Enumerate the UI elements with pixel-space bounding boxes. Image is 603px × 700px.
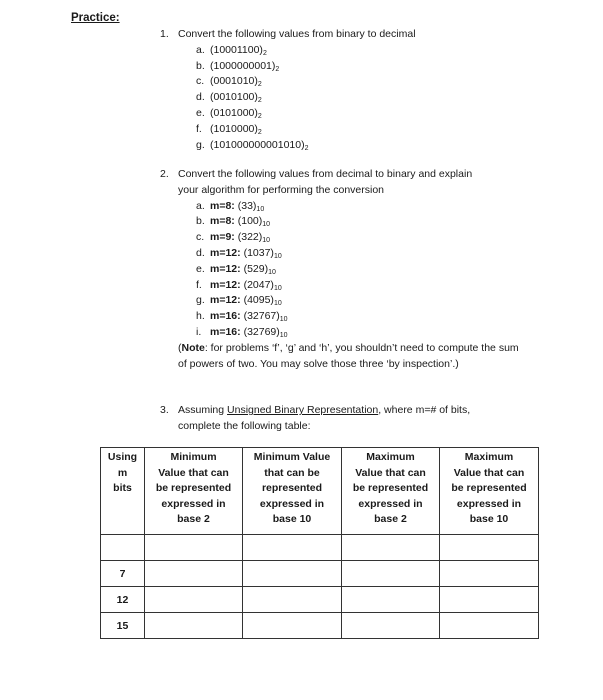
- table-row: [101, 613, 539, 639]
- list-item: b. m=8: $(100)_{10}$: [196, 215, 271, 229]
- table-cell[interactable]: [145, 587, 243, 613]
- note-label: Note: [181, 341, 205, 354]
- question-1-items: [160, 43, 416, 154]
- table-cell[interactable]: [145, 561, 243, 587]
- question-2-number: 2.: [160, 168, 169, 180]
- page-heading: Practice:: [71, 12, 120, 24]
- table-cell[interactable]: [342, 535, 440, 561]
- header-min-base-2: Minimum Value that can be represented expressed in base 2: [145, 448, 243, 535]
- question-2-items: [160, 199, 523, 341]
- list-item: b. $(1000000001)_2$: [196, 59, 280, 73]
- list-item: e. m=12: $(529)_{10}$: [196, 262, 276, 276]
- list-item: f. $(1010000)_2$: [196, 122, 262, 136]
- table-cell[interactable]: [440, 587, 539, 613]
- table-cell[interactable]: [342, 561, 440, 587]
- list-item: d. $(0010100)_2$: [196, 91, 262, 105]
- list-item: a. $(10001100)_2$: [196, 43, 267, 57]
- table-cell[interactable]: [101, 535, 145, 561]
- question-2-stem-line-1: Convert the following values from decimal to binary and explain: [178, 168, 473, 180]
- list-item: g. m=12: $(4095)_{10}$: [196, 294, 282, 308]
- list-item: h. m=16: $(32767)_{10}$: [196, 310, 288, 324]
- table-cell[interactable]: [440, 613, 539, 639]
- conversion-table: [100, 447, 539, 639]
- table-row: [101, 561, 539, 587]
- table-cell[interactable]: [243, 613, 342, 639]
- list-item: d. m=12: $(1037)_{10}$: [196, 246, 282, 260]
- table-cell-bits: 12: [101, 587, 145, 613]
- table-cell[interactable]: [145, 613, 243, 639]
- table-cell[interactable]: [440, 535, 539, 561]
- question-2-stem-line-2: your algorithm for performing the conversion: [178, 183, 385, 196]
- note-text: : for problems ‘f’, ‘g’ and ‘h’, you shouldn’t need to compute the sum of powers of two. You may solve those three ‘by inspection’.): [178, 341, 519, 370]
- question-2-note: (Note: for problems ‘f’, ‘g’ and ‘h’, you shouldn’t need to compute the sum of powers of two. You may solve those three ‘by inspection’.): [178, 341, 519, 370]
- table-cell-bits: 15: [101, 613, 145, 639]
- list-item: g. $(101000000001010)_2$: [196, 138, 309, 152]
- list-item: c. $(0001010)_2$: [196, 75, 262, 89]
- unsigned-binary-representation-term: Unsigned Binary Representation: [227, 404, 379, 416]
- header-max-base-2: Maximum Value that can be represented expressed in base 2: [342, 448, 440, 535]
- header-min-base-10: Minimum Value that can be represented expressed in base 10: [243, 448, 342, 535]
- list-item: e. $(0101000)_2$: [196, 106, 262, 120]
- table-cell[interactable]: [243, 561, 342, 587]
- table-cell-bits: 7: [101, 561, 145, 587]
- list-item: f. m=12: $(2047)_{10}$: [196, 278, 282, 292]
- list-item: a. m=8: $(33)_{10}$: [196, 199, 265, 213]
- question-3-stem-line-1: Assuming Unsigned Binary Representation, where m=# of bits,: [178, 404, 471, 416]
- list-item: c. m=9: $(322)_{10}$: [196, 231, 271, 245]
- table-cell[interactable]: [243, 587, 342, 613]
- question-1-stem: Convert the following values from binary to decimal: [178, 28, 416, 40]
- question-1-number: 1.: [160, 28, 169, 40]
- question-3-number: 3.: [160, 404, 169, 416]
- question-1: [160, 27, 416, 153]
- table-header-row: [101, 448, 539, 535]
- table-cell[interactable]: [440, 561, 539, 587]
- list-item: i. m=16: $(32769)_{10}$: [196, 325, 288, 339]
- table-row: [101, 587, 539, 613]
- table-row: [101, 535, 539, 561]
- header-using-m-bits: Using m bits: [101, 448, 145, 535]
- header-max-base-10: Maximum Value that can be represented expressed in base 10: [440, 448, 539, 535]
- question-2: [160, 167, 523, 372]
- table-cell[interactable]: [243, 535, 342, 561]
- table-cell[interactable]: [342, 587, 440, 613]
- table-cell[interactable]: [342, 613, 440, 639]
- table-cell[interactable]: [145, 535, 243, 561]
- question-3: [160, 403, 470, 435]
- question-3-stem-line-2: complete the following table:: [178, 419, 311, 432]
